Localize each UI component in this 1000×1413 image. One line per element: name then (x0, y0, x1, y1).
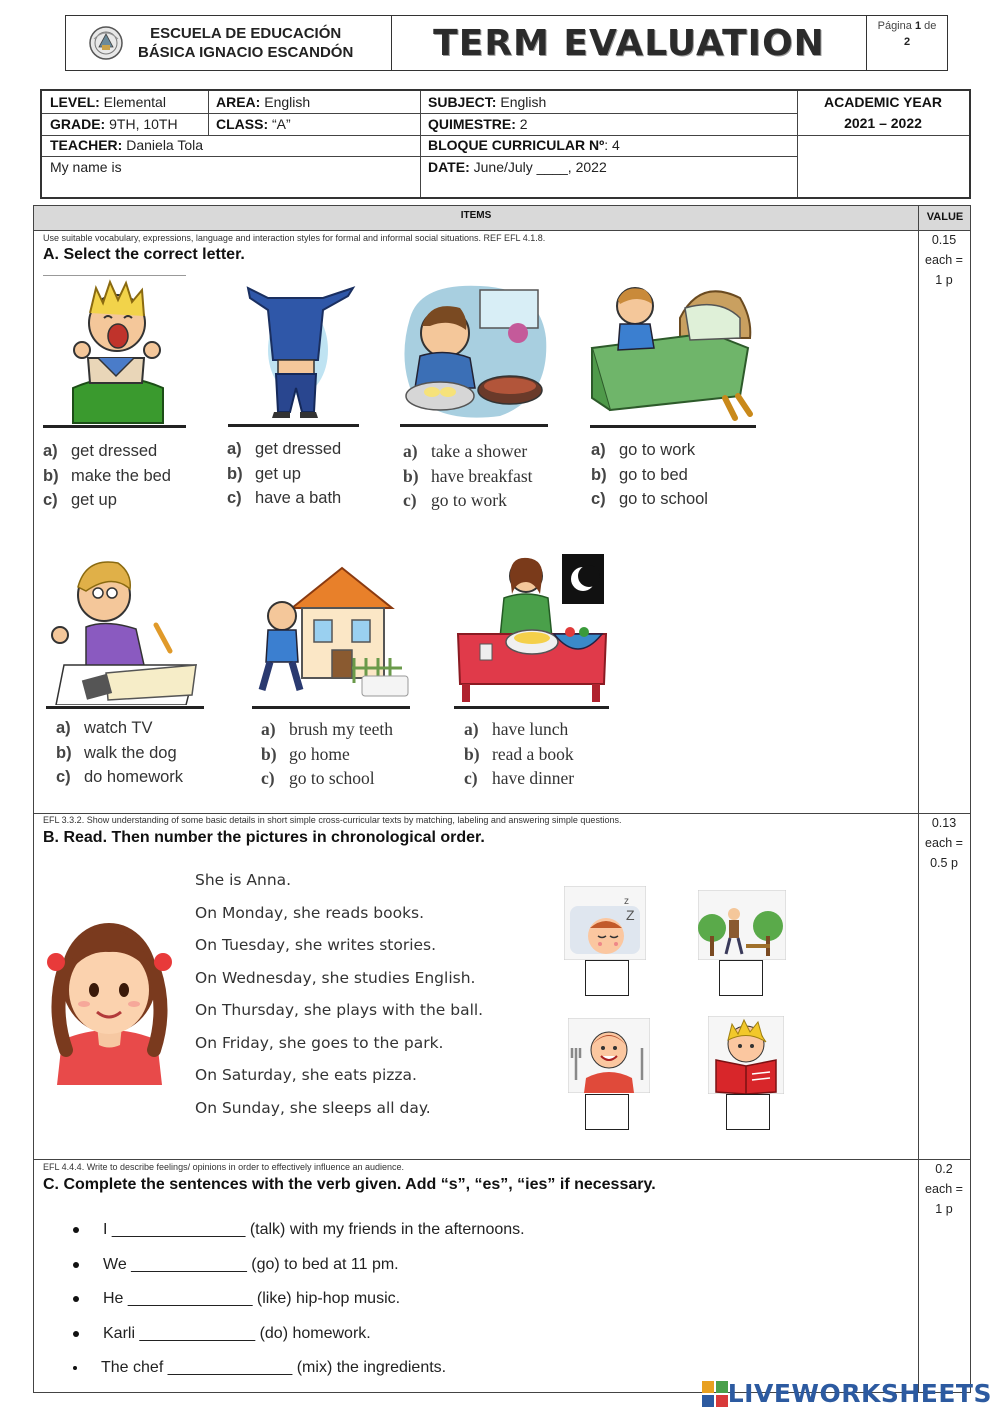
picture-having-dinner (454, 554, 609, 704)
section-a-standard: Use suitable vocabulary, expressions, language and interaction styles for formal and informal social situations. REF EFL 4.1.8. (43, 233, 546, 243)
answer-line-1 (43, 425, 186, 428)
svg-text:Z: Z (626, 907, 635, 923)
section-b-title: B. Read. Then number the pictures in chronological order. (43, 829, 485, 846)
level-value: Elemental (103, 94, 166, 110)
q2-option-c[interactable]: c) have a bath (227, 489, 342, 507)
document-title: TERM EVALUATION (392, 16, 867, 70)
q7-option-a[interactable]: a) have lunch (464, 719, 569, 739)
area-value: English (264, 94, 311, 110)
picture-having-breakfast (400, 278, 550, 424)
section-a-title: A. Select the correct letter. (43, 246, 245, 263)
q4-option-c[interactable]: c) go to school (591, 490, 708, 508)
class-value: “A” (272, 116, 291, 132)
section-c-value (918, 1159, 970, 1219)
liveworksheets-logo-text: LIVEWORKSHEETS (727, 1379, 992, 1408)
section-b-value (918, 813, 970, 873)
section-c-value-amount: 0.2 (935, 1162, 953, 1176)
anna-story (195, 864, 483, 1124)
picture-doing-homework (46, 555, 204, 705)
sentence-3[interactable]: He ______________ (like) hip-hop music. (33, 1282, 525, 1317)
student-name-field[interactable] (42, 157, 420, 178)
sentence-4[interactable]: Karli _____________ (do) homework. (33, 1317, 525, 1352)
story-line-2: On Monday, she reads books. (195, 903, 425, 922)
sentence-1[interactable]: I _______________ (talk) with my friends in the afternoons. (33, 1213, 525, 1248)
q7-option-c[interactable]: c) have dinner (464, 768, 575, 788)
class-cell (208, 114, 420, 135)
subject-label: SUBJECT: (428, 94, 497, 110)
section-a-value-amount: 0.15 (931, 233, 957, 247)
q2-option-a[interactable]: a) get dressed (227, 440, 342, 458)
bullet-icon (73, 1366, 77, 1370)
class-label: CLASS: (216, 116, 269, 132)
section-c-title: C. Complete the sentences with the verb given. Add “s”, “es”, “ies” if necessary. (43, 1176, 656, 1193)
picture-park (698, 890, 786, 960)
q5-option-a[interactable]: a) watch TV (56, 719, 153, 737)
q3-option-a[interactable]: a) take a shower (403, 441, 528, 461)
answer-line-4 (590, 425, 756, 428)
picture-anna (42, 900, 177, 1085)
document-header (65, 15, 948, 71)
story-line-4: On Wednesday, she studies English. (195, 968, 476, 987)
student-info-table (40, 89, 971, 199)
picture-going-to-bed (590, 278, 756, 424)
academic-year-cell (797, 92, 969, 134)
section-c-value-each: each = (925, 1182, 963, 1196)
story-line-3: On Tuesday, she writes stories. (195, 936, 437, 954)
picture-reading (708, 1016, 784, 1094)
teacher-value: Daniela Tola (126, 137, 204, 153)
items-table-header (34, 206, 970, 231)
liveworksheets-logo-icon (702, 1381, 728, 1407)
picture-sleeping (564, 886, 646, 960)
story-line-5: On Thursday, she plays with the ball. (195, 1001, 484, 1019)
q5-option-b[interactable]: b) walk the dog (56, 743, 177, 762)
page-indicator (867, 16, 947, 70)
q3-option-b[interactable]: b) have breakfast (403, 465, 533, 486)
grade-cell (42, 114, 208, 135)
section-b-value-points: 0.5 p (930, 856, 958, 870)
section-b-standard: EFL 3.3.2. Show understanding of some basic details in short simple cross-curricular texts by matching, labeling and answering simple questions. (43, 815, 622, 825)
question-2-options (227, 437, 341, 511)
picture-waking-up (68, 278, 166, 425)
level-label: LEVEL: (50, 94, 100, 110)
page-of: de (924, 20, 937, 32)
page-current: 1 (914, 20, 922, 32)
answer-line-7 (454, 706, 609, 709)
q1-option-a[interactable]: a) get dressed (43, 442, 158, 460)
section-c-standard: EFL 4.4.4. Write to describe feelings/ opinions in order to effectively influence an audience. (43, 1162, 405, 1172)
school-name-line1: ESCUELA DE EDUCACIÓN (150, 25, 342, 42)
q6-option-a[interactable]: a) brush my teeth (261, 719, 394, 739)
question-7-options (464, 717, 574, 791)
picture-going-home (252, 558, 410, 704)
quimestre-value: 2 (519, 116, 528, 132)
q2-option-b[interactable]: b) get up (227, 464, 301, 483)
answer-line-5 (46, 706, 204, 709)
number-box-eating[interactable] (585, 1094, 629, 1130)
quimestre-label: QUIMESTRE: (428, 116, 516, 132)
bullet-icon (73, 1262, 79, 1268)
question-1-options (43, 439, 171, 513)
answer-line-2 (228, 424, 359, 427)
quimestre-cell (420, 114, 797, 135)
story-line-8: On Sunday, she sleeps all day. (195, 1098, 431, 1117)
q1-option-c[interactable]: c) get up (43, 491, 117, 509)
question-3-options (403, 439, 533, 513)
subject-value: English (500, 94, 547, 110)
sentence-5[interactable]: The chef ______________ (mix) the ingredients. (33, 1351, 525, 1386)
bloque-label: BLOQUE CURRICULAR Nº (428, 137, 605, 153)
school-seal-icon (88, 25, 124, 61)
q4-option-b[interactable]: b) go to bed (591, 465, 688, 484)
q6-option-b[interactable]: b) go home (261, 743, 350, 764)
items-header: ITEMS (460, 210, 492, 221)
sentence-list (33, 1213, 525, 1386)
teacher-label: TEACHER: (50, 137, 123, 153)
date-value: June/July ____, 2022 (473, 159, 607, 175)
subject-cell (420, 92, 797, 113)
section-c-value-points: 1 p (935, 1202, 953, 1216)
area-label: AREA: (216, 94, 261, 110)
svg-text:z: z (624, 896, 629, 907)
bloque-value: : 4 (604, 137, 620, 153)
student-name-label: My name is (50, 159, 122, 175)
section-a-value-points: 1 p (935, 273, 953, 287)
bullet-icon (73, 1296, 79, 1302)
picture-getting-dressed (228, 280, 358, 422)
section-a-value (918, 230, 970, 290)
value-header: VALUE (926, 211, 964, 223)
section-b-value-amount: 0.13 (931, 816, 957, 830)
level-cell (42, 92, 208, 113)
q5-option-c[interactable]: c) do homework (56, 768, 184, 786)
section-a-rule (43, 275, 186, 276)
grade-value: 9TH, 10TH (109, 116, 178, 132)
academic-year-label: ACADEMIC YEAR (824, 94, 942, 110)
teacher-cell (42, 135, 420, 156)
page-label: Página (877, 20, 912, 32)
question-5-options (56, 716, 183, 790)
area-cell (208, 92, 420, 113)
sentence-2[interactable]: We _____________ (go) to bed at 11 pm. (33, 1248, 525, 1283)
question-6-options (261, 717, 393, 791)
q6-option-c[interactable]: c) go to school (261, 768, 375, 788)
academic-year-value: 2021 – 2022 (844, 115, 922, 131)
section-a-value-each: each = (925, 253, 963, 267)
story-line-1: She is Anna. (195, 871, 292, 889)
bullet-icon (73, 1331, 79, 1337)
number-box-reading[interactable] (726, 1094, 770, 1130)
story-line-6: On Friday, she goes to the park. (195, 1033, 444, 1052)
picture-eating (568, 1018, 650, 1093)
bullet-icon (73, 1227, 79, 1233)
q1-option-b[interactable]: b) make the bed (43, 466, 171, 485)
grade-label: GRADE: (50, 116, 106, 132)
question-4-options (591, 438, 708, 512)
liveworksheets-logo[interactable] (702, 1379, 992, 1408)
bloque-cell (420, 135, 797, 156)
answer-line-6 (252, 706, 410, 709)
q4-option-a[interactable]: a) go to work (591, 441, 696, 459)
q3-option-c[interactable]: c) go to work (403, 490, 507, 510)
number-box-sleeping[interactable] (585, 960, 629, 996)
page-total: 2 (903, 36, 911, 48)
answer-line-3 (400, 424, 548, 427)
section-b-value-each: each = (925, 836, 963, 850)
date-label: DATE: (428, 159, 470, 175)
school-block (66, 16, 392, 70)
date-cell[interactable] (420, 157, 797, 178)
number-box-park[interactable] (719, 960, 763, 996)
school-name (138, 24, 353, 62)
q7-option-b[interactable]: b) read a book (464, 743, 574, 764)
school-name-line2: BÁSICA IGNACIO ESCANDÓN (138, 44, 354, 61)
story-line-7: On Saturday, she eats pizza. (195, 1066, 417, 1084)
